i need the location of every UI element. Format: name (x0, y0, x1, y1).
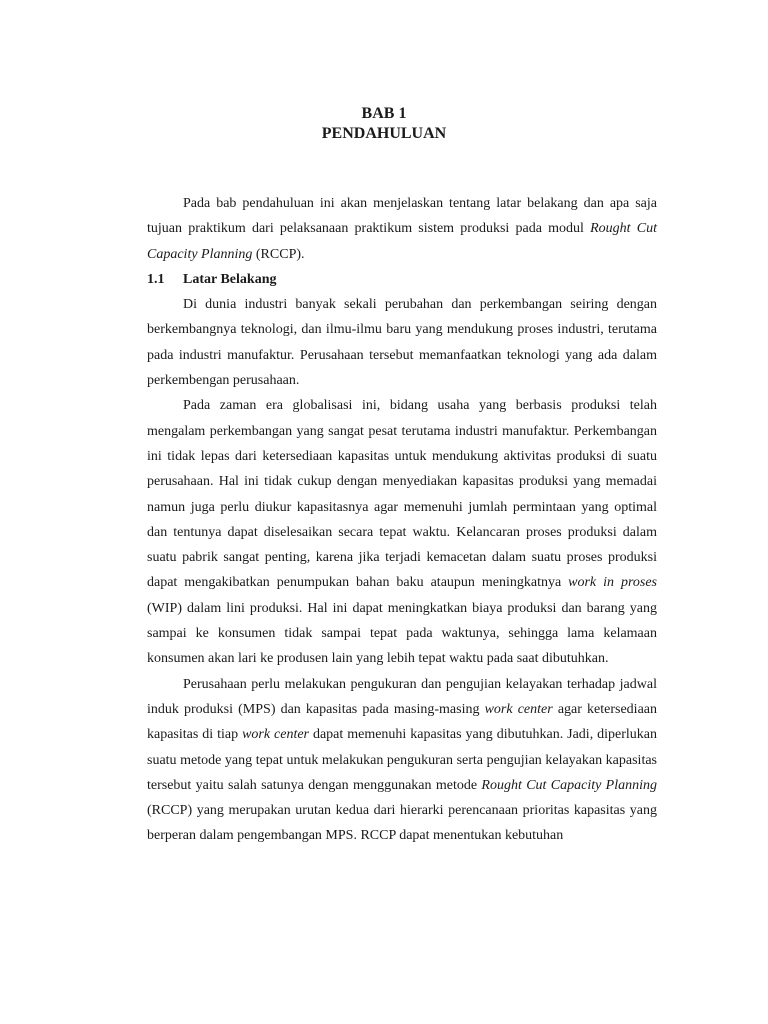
section-title: Latar Belakang (183, 271, 277, 287)
intro-text-end: (RCCP). (252, 246, 305, 262)
paragraph-3-text-1: Perusahaan perlu melakukan pengukuran dan pengujian kelayakan terhadap jadwal induk produksi (MPS) dan kapasitas pada masing-masing (147, 676, 657, 717)
paragraph-3-term-2: work center (242, 727, 309, 743)
intro-paragraph (147, 191, 657, 267)
paragraph-3-term-1: work center (484, 701, 553, 717)
paragraph-2-text-end: (WIP) dalam lini produksi. Hal ini dapat meningkatkan biaya produksi dan barang yang sampai ke konsumen tidak sampai tepat pada waktunya, sehingga lama kelamaan konsumen akan lari ke produsen lain yang lebih tepat waktu pada saat dibutuhkan. (147, 600, 657, 667)
section-number: 1.1 (147, 271, 165, 287)
paragraph-2-text-start: Pada zaman era globalisasi ini, bidang usaha yang berbasis produksi telah mengalam perkembangan yang sangat pesat terutama industri manufaktur. Perkembangan ini tidak lepas dari ketersediaan kapasitas untuk mendukung aktivitas produksi di suatu perusahaan. Hal ini tidak cukup dengan menyediakan kapasitas produksi yang memadai namun juga perlu diukur kapasitasnya agar memenuhi jumlah permintaan yang optimal dan tentunya dapat diselesaikan secara tepat waktu. Kelancaran proses produksi dalam suatu pabrik sangat penting, karena jika terjadi kemacetan dalam suatu proses produksi dapat mengakibatkan penumpukan bahan baku ataupun meningkatnya (147, 398, 657, 591)
paragraph-2 (147, 393, 657, 671)
paragraph-3-text-3: dapat memenuhi kapasitas yang dibutuhkan. Jadi, diperlukan suatu metode yang tepat untuk melakukan pengukuran serta pengujian kelayakan kapasitas tersebut yaitu salah satunya dengan menggunakan metode (147, 727, 658, 793)
paragraph-3-text-2: agar ketersediaan kapasitas di tiap (147, 701, 657, 743)
chapter-number: BAB 1 (361, 105, 407, 122)
paragraph-2-term: work in proses (568, 575, 657, 591)
paragraph-3-text-4: (RCCP) yang merupakan urutan kedua dari hierarki perencanaan prioritas kapasitas yang berperan dalam pengembangan MPS. RCCP dapat menentukan kebutuhan (147, 803, 657, 844)
paragraph-3-term-3: Rought Cut Capacity Planning (481, 777, 657, 793)
intro-term: Rought Cut Capacity Planning (147, 221, 658, 262)
document-body (147, 191, 657, 849)
chapter-title: PENDAHULUAN (321, 125, 447, 142)
paragraph-1: Di dunia industri banyak sekali perubahan dan perkembangan seiring dengan berkembangnya teknologi, dan ilmu-ilmu baru yang mendukung proses industri, terutama pada industri manufaktur. Perusahaan tersebut memanfaatkan teknologi yang ada dalam perkembengan perusahaan. (147, 297, 657, 389)
paragraph-3 (147, 672, 657, 849)
section-heading (147, 267, 657, 292)
intro-text-start: Pada bab pendahuluan ini akan menjelaskan tentang latar belakang dan apa saja tujuan praktikum dari pelaksanaan praktikum sistem produksi pada modul (147, 196, 657, 237)
